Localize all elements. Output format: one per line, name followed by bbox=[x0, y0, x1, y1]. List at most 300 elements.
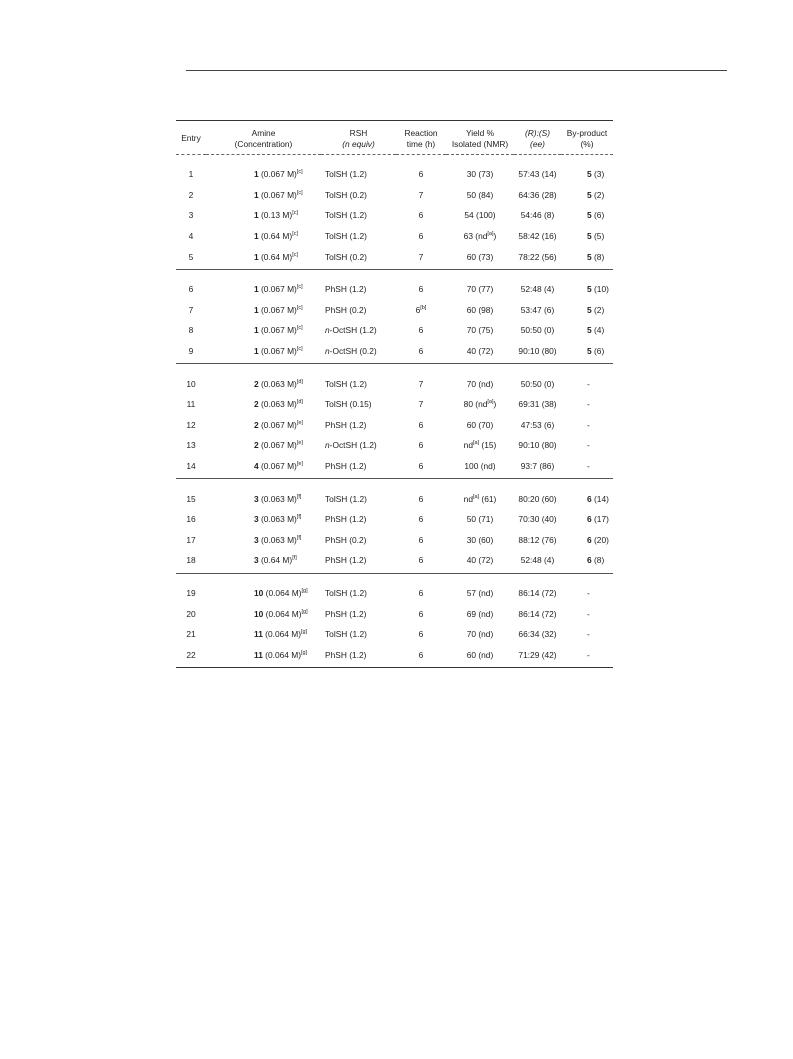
amine-concentration: (0.067 M) bbox=[258, 304, 297, 315]
header-rsh bbox=[321, 121, 396, 155]
cell-time bbox=[396, 624, 446, 645]
cell-time bbox=[396, 603, 446, 624]
cell-yield bbox=[446, 394, 514, 415]
amine-footnote: [d] bbox=[296, 378, 303, 385]
table-row bbox=[176, 624, 613, 645]
cell-amine bbox=[206, 394, 321, 415]
amine-compound-number: 11 bbox=[254, 629, 263, 640]
cell-ratio bbox=[514, 479, 561, 509]
amine-concentration: (0.067 M) bbox=[258, 189, 297, 200]
rsh-value: TolSH (1.2) bbox=[325, 378, 367, 389]
cell-rsh bbox=[321, 456, 396, 479]
ratio-value: 66:34 (32) bbox=[518, 629, 557, 640]
cell-time bbox=[396, 644, 446, 667]
table-row bbox=[176, 341, 613, 364]
cell-byproduct bbox=[561, 341, 613, 364]
cell-ratio bbox=[514, 341, 561, 364]
table-row bbox=[176, 456, 613, 479]
rsh-value: TolSH (1.2) bbox=[325, 493, 367, 504]
cell-amine bbox=[206, 479, 321, 509]
cell-amine bbox=[206, 364, 321, 394]
cell-rsh bbox=[321, 269, 396, 299]
cell-entry bbox=[176, 573, 206, 603]
entry-number: 3 bbox=[188, 210, 194, 221]
amine-compound-number: 3 bbox=[254, 514, 259, 525]
cell-time bbox=[396, 573, 446, 603]
cell-byproduct bbox=[561, 530, 613, 551]
cell-byproduct bbox=[561, 320, 613, 341]
rsh-value: TolSH (1.2) bbox=[325, 231, 367, 242]
cell-entry bbox=[176, 300, 206, 321]
ratio-value: 47:53 (6) bbox=[520, 419, 555, 430]
entry-number: 6 bbox=[188, 284, 194, 295]
rsh-value: TolSH (0.2) bbox=[325, 251, 367, 262]
cell-ratio bbox=[514, 246, 561, 269]
cell-rsh bbox=[321, 624, 396, 645]
byproduct-value: - bbox=[587, 440, 590, 451]
byproduct-value: (3) bbox=[591, 169, 605, 180]
cell-rsh bbox=[321, 394, 396, 415]
table-row bbox=[176, 246, 613, 269]
entry-number: 9 bbox=[188, 346, 194, 357]
yield-footnote: [a] bbox=[472, 440, 480, 447]
cell-ratio bbox=[514, 226, 561, 247]
byproduct-value: (20) bbox=[591, 534, 609, 545]
rsh-value: TolSH (1.2) bbox=[325, 210, 367, 221]
cell-time bbox=[396, 320, 446, 341]
table-row bbox=[176, 205, 613, 226]
time-value: 6 bbox=[418, 493, 424, 504]
amine-footnote: [g] bbox=[301, 649, 308, 656]
cell-yield bbox=[446, 415, 514, 436]
cell-ratio bbox=[514, 394, 561, 415]
header-yield-line1: Yield % bbox=[465, 128, 495, 138]
entry-number: 7 bbox=[188, 304, 194, 315]
time-value: 6 bbox=[418, 587, 424, 598]
rsh-value: TolSH (0.2) bbox=[325, 189, 367, 200]
byproduct-value: (8) bbox=[591, 251, 605, 262]
amine-compound-number: 1 bbox=[254, 169, 259, 180]
ratio-value: 70:30 (40) bbox=[518, 514, 557, 525]
time-value: 6 bbox=[418, 325, 424, 336]
yield-value: 50 (71) bbox=[466, 514, 494, 525]
cell-byproduct bbox=[561, 364, 613, 394]
rsh-value: n-OctSH (1.2) bbox=[325, 440, 377, 451]
cell-entry bbox=[176, 479, 206, 509]
cell-time bbox=[396, 155, 446, 185]
cell-rsh bbox=[321, 644, 396, 667]
byproduct-compound-number: 5 bbox=[587, 284, 592, 295]
amine-compound-number: 11 bbox=[254, 649, 263, 660]
amine-concentration: (0.064 M) bbox=[263, 587, 302, 598]
cell-rsh bbox=[321, 479, 396, 509]
yield-value: 100 (nd) bbox=[464, 461, 496, 472]
cell-ratio bbox=[514, 573, 561, 603]
entry-number: 4 bbox=[188, 231, 194, 242]
amine-compound-number: 10 bbox=[254, 587, 264, 598]
amine-footnote: [c] bbox=[292, 251, 298, 258]
byproduct-value: (10) bbox=[591, 284, 609, 295]
byproduct-value: (5) bbox=[591, 231, 605, 242]
table-row bbox=[176, 573, 613, 603]
cell-entry bbox=[176, 435, 206, 456]
rsh-value: PhSH (1.2) bbox=[325, 608, 367, 619]
ratio-value: 78:22 (56) bbox=[518, 251, 557, 262]
byproduct-compound-number: 6 bbox=[587, 534, 592, 545]
cell-time bbox=[396, 550, 446, 573]
cell-rsh bbox=[321, 573, 396, 603]
ratio-value: 69:31 (38) bbox=[518, 399, 557, 410]
byproduct-value: - bbox=[587, 419, 590, 430]
cell-yield bbox=[446, 205, 514, 226]
cell-ratio bbox=[514, 530, 561, 551]
amine-concentration: (0.067 M) bbox=[258, 419, 297, 430]
byproduct-compound-number: 5 bbox=[587, 189, 592, 200]
amine-compound-number: 1 bbox=[254, 251, 259, 262]
cell-rsh bbox=[321, 300, 396, 321]
table-row bbox=[176, 364, 613, 394]
header-amine-line1: Amine bbox=[251, 128, 276, 138]
cell-amine bbox=[206, 573, 321, 603]
cell-entry bbox=[176, 394, 206, 415]
cell-yield bbox=[446, 364, 514, 394]
byproduct-compound-number: 6 bbox=[587, 493, 592, 504]
entry-number: 5 bbox=[188, 251, 194, 262]
cell-ratio bbox=[514, 320, 561, 341]
table-row bbox=[176, 269, 613, 299]
header-rsh-line2: (n equiv) bbox=[342, 138, 375, 149]
byproduct-value: (6) bbox=[591, 346, 605, 357]
cell-ratio bbox=[514, 644, 561, 667]
amine-compound-number: 1 bbox=[254, 284, 259, 295]
cell-entry bbox=[176, 226, 206, 247]
yield-value: 57 (nd) bbox=[466, 587, 494, 598]
amine-footnote: [f] bbox=[296, 535, 302, 541]
table-row bbox=[176, 300, 613, 321]
yield-tail: (61) bbox=[479, 493, 497, 504]
cell-entry bbox=[176, 320, 206, 341]
table-row bbox=[176, 320, 613, 341]
amine-footnote: [e] bbox=[296, 420, 303, 427]
cell-ratio bbox=[514, 603, 561, 624]
amine-footnote: [c] bbox=[296, 305, 303, 312]
amine-footnote: [e] bbox=[296, 461, 303, 468]
cell-rsh bbox=[321, 246, 396, 269]
time-value: 6 bbox=[418, 169, 424, 180]
cell-ratio bbox=[514, 624, 561, 645]
rsh-value: PhSH (1.2) bbox=[325, 461, 367, 472]
cell-entry bbox=[176, 269, 206, 299]
byproduct-value: (2) bbox=[591, 304, 605, 315]
entry-number: 17 bbox=[186, 534, 196, 545]
cell-byproduct bbox=[561, 644, 613, 667]
time-value: 6 bbox=[418, 461, 424, 472]
header-ratio-line1: (R):(S) bbox=[524, 128, 551, 138]
header-byproduct-text: By-product (%) bbox=[566, 128, 608, 149]
ratio-value: 64:36 (28) bbox=[518, 189, 557, 200]
entry-number: 8 bbox=[188, 325, 194, 336]
cell-byproduct bbox=[561, 269, 613, 299]
byproduct-value: (17) bbox=[591, 514, 609, 525]
time-value: 6 bbox=[418, 440, 424, 451]
yield-footnote: [a] bbox=[487, 399, 494, 406]
header-time-line1: Reaction bbox=[404, 128, 438, 138]
yield-value: 70 (75) bbox=[466, 325, 494, 336]
header-time-line2: time (h) bbox=[406, 138, 436, 149]
byproduct-value: (2) bbox=[591, 189, 605, 200]
table-group bbox=[176, 364, 613, 479]
cell-yield bbox=[446, 624, 514, 645]
cell-yield bbox=[446, 185, 514, 206]
table-row bbox=[176, 155, 613, 185]
table-header bbox=[176, 121, 613, 155]
cell-entry bbox=[176, 509, 206, 530]
cell-yield bbox=[446, 530, 514, 551]
amine-concentration: (0.067 M) bbox=[258, 346, 297, 357]
amine-compound-number: 1 bbox=[254, 210, 259, 221]
amine-footnote: [f] bbox=[292, 555, 297, 562]
cell-rsh bbox=[321, 320, 396, 341]
table-group bbox=[176, 573, 613, 667]
amine-compound-number: 2 bbox=[254, 419, 259, 430]
yield-value: 54 (100) bbox=[464, 210, 496, 221]
byproduct-value: - bbox=[587, 399, 590, 410]
entry-number: 13 bbox=[186, 440, 196, 451]
cell-entry bbox=[176, 246, 206, 269]
rsh-value: PhSH (0.2) bbox=[325, 304, 367, 315]
amine-footnote: [d] bbox=[296, 399, 303, 406]
yield-value: 63 (nd bbox=[463, 231, 488, 242]
cell-entry bbox=[176, 530, 206, 551]
cell-yield bbox=[446, 509, 514, 530]
time-value: 6 bbox=[418, 346, 424, 357]
amine-footnote: [g] bbox=[301, 629, 308, 636]
time-footnote: [b] bbox=[420, 305, 427, 312]
header-time bbox=[396, 121, 446, 155]
cell-time bbox=[396, 456, 446, 479]
amine-concentration: (0.067 M) bbox=[258, 325, 297, 336]
entry-number: 2 bbox=[188, 189, 194, 200]
cell-time bbox=[396, 364, 446, 394]
time-value: 7 bbox=[418, 399, 424, 410]
cell-byproduct bbox=[561, 300, 613, 321]
entry-number: 20 bbox=[186, 608, 196, 619]
cell-amine bbox=[206, 226, 321, 247]
cell-rsh bbox=[321, 509, 396, 530]
cell-rsh bbox=[321, 530, 396, 551]
cell-entry bbox=[176, 456, 206, 479]
entry-number: 19 bbox=[186, 587, 196, 598]
amine-compound-number: 4 bbox=[254, 461, 259, 472]
rsh-value: PhSH (1.2) bbox=[325, 284, 367, 295]
cell-rsh bbox=[321, 364, 396, 394]
cell-yield bbox=[446, 479, 514, 509]
cell-amine bbox=[206, 415, 321, 436]
header-yield-line2: Isolated (NMR) bbox=[451, 138, 509, 149]
ratio-value: 88:12 (76) bbox=[518, 534, 557, 545]
time-value: 6 bbox=[418, 514, 424, 525]
cell-yield bbox=[446, 603, 514, 624]
cell-ratio bbox=[514, 300, 561, 321]
header-entry-text: Entry bbox=[181, 133, 201, 144]
amine-footnote: [c] bbox=[296, 169, 303, 176]
ratio-value: 86:14 (72) bbox=[518, 587, 557, 598]
amine-concentration: (0.063 M) bbox=[258, 399, 297, 410]
yield-value: nd bbox=[463, 440, 473, 451]
entry-number: 14 bbox=[186, 461, 196, 472]
time-value: 6 bbox=[418, 210, 424, 221]
yield-value: 40 (72) bbox=[466, 346, 494, 357]
amine-concentration: (0.067 M) bbox=[258, 440, 297, 451]
cell-yield bbox=[446, 644, 514, 667]
time-value: 7 bbox=[418, 189, 424, 200]
entry-number: 11 bbox=[186, 399, 196, 410]
cell-amine bbox=[206, 456, 321, 479]
cell-yield bbox=[446, 226, 514, 247]
entry-number: 1 bbox=[188, 169, 194, 180]
rsh-value: TolSH (0.15) bbox=[325, 399, 372, 410]
table-row bbox=[176, 530, 613, 551]
amine-footnote: [f] bbox=[296, 493, 302, 500]
byproduct-compound-number: 5 bbox=[587, 210, 592, 221]
cell-amine bbox=[206, 550, 321, 573]
byproduct-value: (14) bbox=[591, 493, 609, 504]
page-top-rule bbox=[186, 70, 727, 71]
header-entry bbox=[176, 121, 206, 155]
entry-number: 22 bbox=[186, 649, 196, 660]
amine-concentration: (0.067 M) bbox=[258, 284, 297, 295]
rsh-value: PhSH (0.2) bbox=[325, 534, 367, 545]
amine-compound-number: 1 bbox=[254, 189, 259, 200]
yield-value: 80 (nd bbox=[463, 399, 488, 410]
amine-concentration: (0.064 M) bbox=[263, 608, 302, 619]
table-row bbox=[176, 603, 613, 624]
amine-footnote: [c] bbox=[292, 210, 298, 217]
yield-value: nd bbox=[463, 493, 473, 504]
byproduct-value: (8) bbox=[591, 555, 605, 566]
cell-amine bbox=[206, 341, 321, 364]
amine-footnote: [f] bbox=[296, 514, 302, 521]
cell-time bbox=[396, 394, 446, 415]
ratio-value: 52:48 (4) bbox=[520, 284, 555, 295]
cell-yield bbox=[446, 246, 514, 269]
ratio-value: 50:50 (0) bbox=[520, 378, 555, 389]
byproduct-value: - bbox=[587, 461, 590, 472]
yield-value: 69 (nd) bbox=[466, 608, 494, 619]
cell-rsh bbox=[321, 226, 396, 247]
amine-footnote: [c] bbox=[296, 190, 303, 197]
cell-rsh bbox=[321, 550, 396, 573]
amine-compound-number: 1 bbox=[254, 346, 259, 357]
byproduct-value: - bbox=[587, 649, 590, 660]
ratio-value: 93:7 (86) bbox=[520, 461, 555, 472]
cell-time bbox=[396, 246, 446, 269]
cell-time bbox=[396, 185, 446, 206]
cell-time bbox=[396, 205, 446, 226]
cell-amine bbox=[206, 624, 321, 645]
cell-time bbox=[396, 415, 446, 436]
amine-concentration: (0.067 M) bbox=[258, 461, 297, 472]
ratio-value: 90:10 (80) bbox=[518, 440, 557, 451]
amine-concentration: (0.063 M) bbox=[258, 514, 297, 525]
byproduct-compound-number: 5 bbox=[587, 346, 592, 357]
cell-rsh bbox=[321, 415, 396, 436]
time-value: 6 bbox=[418, 608, 424, 619]
table-group bbox=[176, 479, 613, 573]
rsh-value: PhSH (1.2) bbox=[325, 555, 367, 566]
amine-concentration: (0.063 M) bbox=[258, 493, 297, 504]
amine-compound-number: 1 bbox=[254, 304, 259, 315]
amine-compound-number: 2 bbox=[254, 440, 259, 451]
amine-footnote: [c] bbox=[296, 346, 303, 353]
cell-byproduct bbox=[561, 509, 613, 530]
byproduct-compound-number: 5 bbox=[587, 251, 592, 262]
cell-amine bbox=[206, 185, 321, 206]
amine-compound-number: 1 bbox=[254, 325, 259, 336]
cell-ratio bbox=[514, 205, 561, 226]
cell-byproduct bbox=[561, 479, 613, 509]
cell-amine bbox=[206, 300, 321, 321]
cell-rsh bbox=[321, 603, 396, 624]
yield-value: 70 (nd) bbox=[466, 378, 494, 389]
entry-number: 21 bbox=[186, 629, 196, 640]
table-row bbox=[176, 479, 613, 509]
cell-entry bbox=[176, 603, 206, 624]
cell-time bbox=[396, 435, 446, 456]
cell-byproduct bbox=[561, 226, 613, 247]
ratio-value: 80:20 (60) bbox=[518, 493, 557, 504]
rsh-value: TolSH (1.2) bbox=[325, 629, 367, 640]
yield-footnote: [a] bbox=[472, 493, 480, 500]
cell-entry bbox=[176, 550, 206, 573]
cell-amine bbox=[206, 509, 321, 530]
amine-footnote: [c] bbox=[292, 231, 298, 238]
cell-ratio bbox=[514, 509, 561, 530]
amine-concentration: (0.064 M) bbox=[262, 629, 302, 640]
ratio-value: 58:42 (16) bbox=[518, 231, 557, 242]
yield-value: 70 (nd) bbox=[466, 629, 494, 640]
time-value: 6 bbox=[418, 284, 424, 295]
cell-amine bbox=[206, 246, 321, 269]
amine-compound-number: 3 bbox=[254, 534, 259, 545]
cell-time bbox=[396, 300, 446, 321]
yield-tail: (15) bbox=[479, 440, 497, 451]
rsh-value: PhSH (1.2) bbox=[325, 419, 367, 430]
entry-number: 16 bbox=[186, 514, 196, 525]
time-value: 7 bbox=[418, 378, 424, 389]
byproduct-compound-number: 6 bbox=[587, 555, 592, 566]
cell-amine bbox=[206, 530, 321, 551]
cell-byproduct bbox=[561, 603, 613, 624]
byproduct-compound-number: 5 bbox=[587, 231, 592, 242]
byproduct-value: - bbox=[587, 587, 590, 598]
amine-footnote: [c] bbox=[296, 325, 303, 332]
cell-time bbox=[396, 509, 446, 530]
cell-byproduct bbox=[561, 246, 613, 269]
cell-ratio bbox=[514, 269, 561, 299]
cell-byproduct bbox=[561, 205, 613, 226]
ratio-value: 86:14 (72) bbox=[518, 608, 557, 619]
amine-concentration: (0.063 M) bbox=[258, 534, 297, 545]
amine-concentration: (0.64 M) bbox=[258, 555, 293, 566]
table-row bbox=[176, 509, 613, 530]
yield-value: 30 (60) bbox=[466, 534, 494, 545]
amine-concentration: (0.13 M) bbox=[258, 210, 293, 221]
cell-rsh bbox=[321, 185, 396, 206]
time-value: 6 bbox=[418, 419, 424, 430]
results-table-wrapper bbox=[176, 120, 613, 668]
cell-time bbox=[396, 341, 446, 364]
